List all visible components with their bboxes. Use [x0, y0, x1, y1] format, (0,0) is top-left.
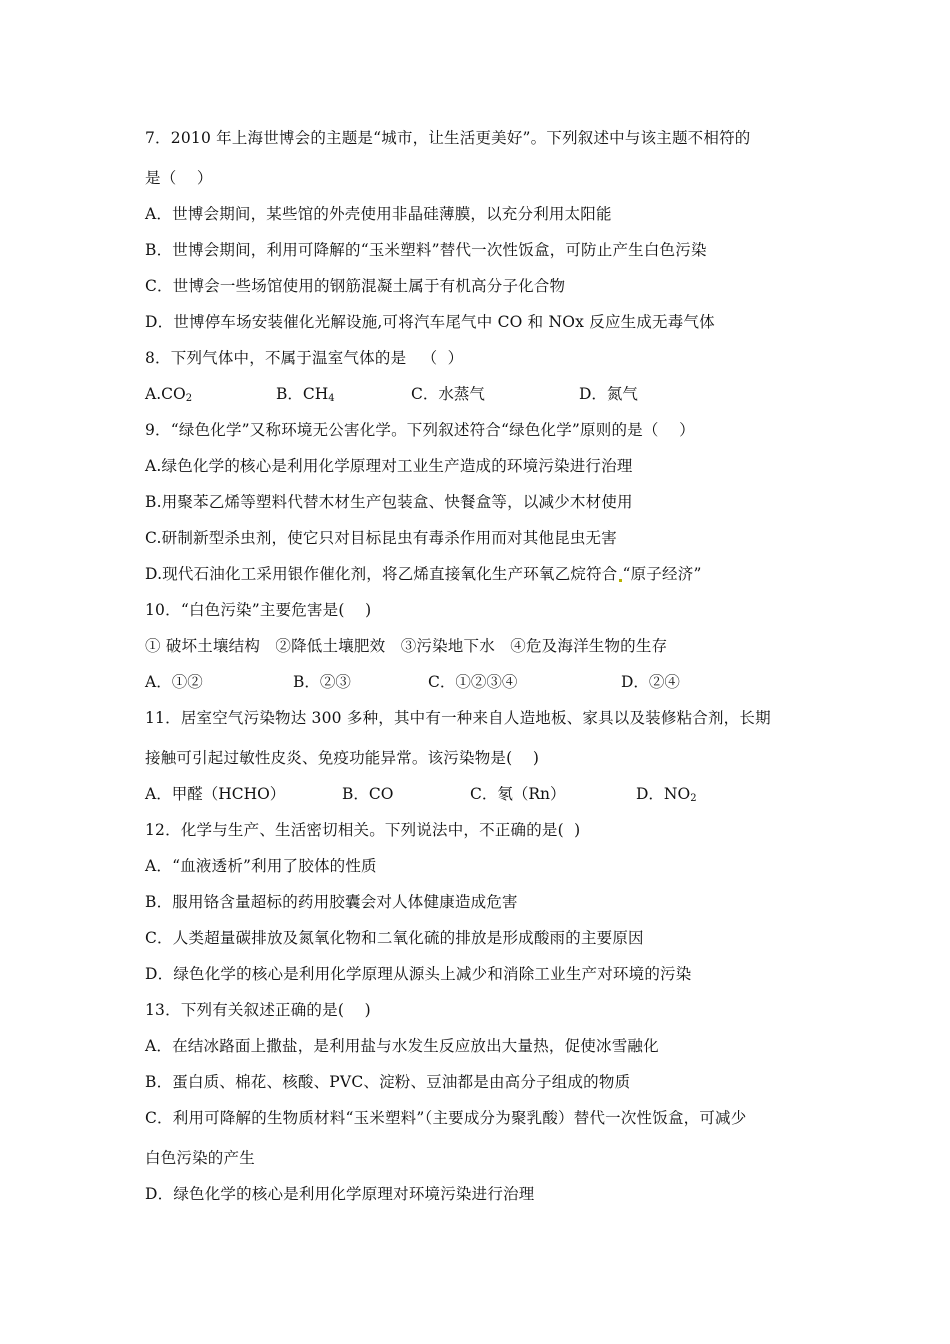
- q9-option-b: B.用聚苯乙烯等塑料代替木材生产包装盒、快餐盒等，以减少木材使用: [145, 493, 633, 511]
- q8-stem: 8．下列气体中，不属于温室气体的是 （ ）: [145, 349, 464, 367]
- q13-option-d: D．绿色化学的核心是利用化学原理对环境污染进行治理: [145, 1185, 535, 1203]
- q11-option-d: D．$NO_2$: [636, 785, 697, 804]
- q11-option-c: C．氡（Rn）: [470, 785, 566, 803]
- q9-option-a: A.绿色化学的核心是利用化学原理对工业生产造成的环境污染进行治理: [145, 457, 633, 475]
- q13-option-a: A．在结冰路面上撒盐，是利用盐与水发生反应放出大量热，促使冰雪融化: [145, 1037, 659, 1055]
- q13-option-b: B．蛋白质、棉花、核酸、PVC、淀粉、豆油都是由高分子组成的物质: [145, 1073, 631, 1091]
- q9-option-c: C.研制新型杀虫剂，使它只对目标昆虫有毒杀作用而对其他昆虫无害: [145, 529, 617, 547]
- q12-option-c: C．人类超量碳排放及氮氧化物和二氧化硫的排放是形成酸雨的主要原因: [145, 929, 644, 947]
- q10-option-b: B．②③: [293, 673, 351, 691]
- q8-option-d: D．氮气: [579, 385, 638, 403]
- q11-stem-line2: 接触可引起过敏性皮炎、免疫功能异常。该污染物是( ): [145, 749, 540, 767]
- q8-option-c: C．水蒸气: [411, 385, 485, 403]
- q7-stem-line2: 是（ ）: [145, 169, 213, 187]
- q7-option-b: B．世博会期间，利用可降解的“玉米塑料”替代一次性饭盒，可防止产生白色污染: [145, 241, 707, 259]
- q12-option-d: D．绿色化学的核心是利用化学原理从源头上减少和消除工业生产对环境的污染: [145, 965, 692, 983]
- q7-stem-line1: 7．2010 年上海世博会的主题是“城市，让生活更美好”。下列叙述中与该主题不相符的: [145, 129, 751, 147]
- q12-option-a: A．“血液透析”利用了胶体的性质: [145, 857, 377, 875]
- q10-items: ① 破坏土壤结构 ②降低土壤肥效 ③污染地下水 ④危及海洋生物的生存: [145, 637, 668, 655]
- q11-option-a: A．甲醛（HCHO）: [145, 785, 286, 803]
- q7-option-c: C．世博会一些场馆使用的钢筋混凝土属于有机高分子化合物: [145, 277, 566, 295]
- q8-option-b: B．$CH_4$: [276, 385, 335, 404]
- q12-option-b: B．服用铬含量超标的药用胶囊会对人体健康造成危害: [145, 893, 518, 911]
- stray-dot-mark: [619, 579, 622, 582]
- q7-option-d: D．世博停车场安装催化光解设施,可将汽车尾气中 CO 和 NOx 反应生成无毒气体: [145, 313, 715, 331]
- q8-option-a: $A.CO_2$: [145, 385, 193, 404]
- q9-option-d: D.现代石油化工采用银作催化剂，将乙烯直接氧化生产环氧乙烷符合 “原子经济”: [145, 565, 702, 583]
- q10-option-d: D．②④: [621, 673, 680, 691]
- q13-option-c-line1: C．利用可降解的生物质材料“玉米塑料”（主要成分为聚乳酸）替代一次性饭盒，可减少: [145, 1109, 747, 1127]
- q13-option-c-line2: 白色污染的产生: [145, 1149, 255, 1167]
- q10-option-a: A．①②: [145, 673, 203, 691]
- q10-option-c: C．①②③④: [428, 673, 518, 691]
- q11-option-b: B．CO: [342, 785, 394, 803]
- q10-stem: 10．“白色污染”主要危害是( ): [145, 601, 372, 619]
- q12-stem: 12．化学与生产、生活密切相关。下列说法中，不正确的是( ): [145, 821, 581, 839]
- q13-stem: 13．下列有关叙述正确的是( ): [145, 1001, 371, 1019]
- q11-stem-line1: 11．居室空气污染物达 300 多种，其中有一种来自人造地板、家具以及装修粘合剂，长期: [145, 709, 771, 727]
- q7-option-a: A．世博会期间，某些馆的外壳使用非晶硅薄膜，以充分利用太阳能: [145, 205, 612, 223]
- q9-stem: 9．“绿色化学”又称环境无公害化学。下列叙述符合“绿色化学”原则的是（ ）: [145, 421, 695, 439]
